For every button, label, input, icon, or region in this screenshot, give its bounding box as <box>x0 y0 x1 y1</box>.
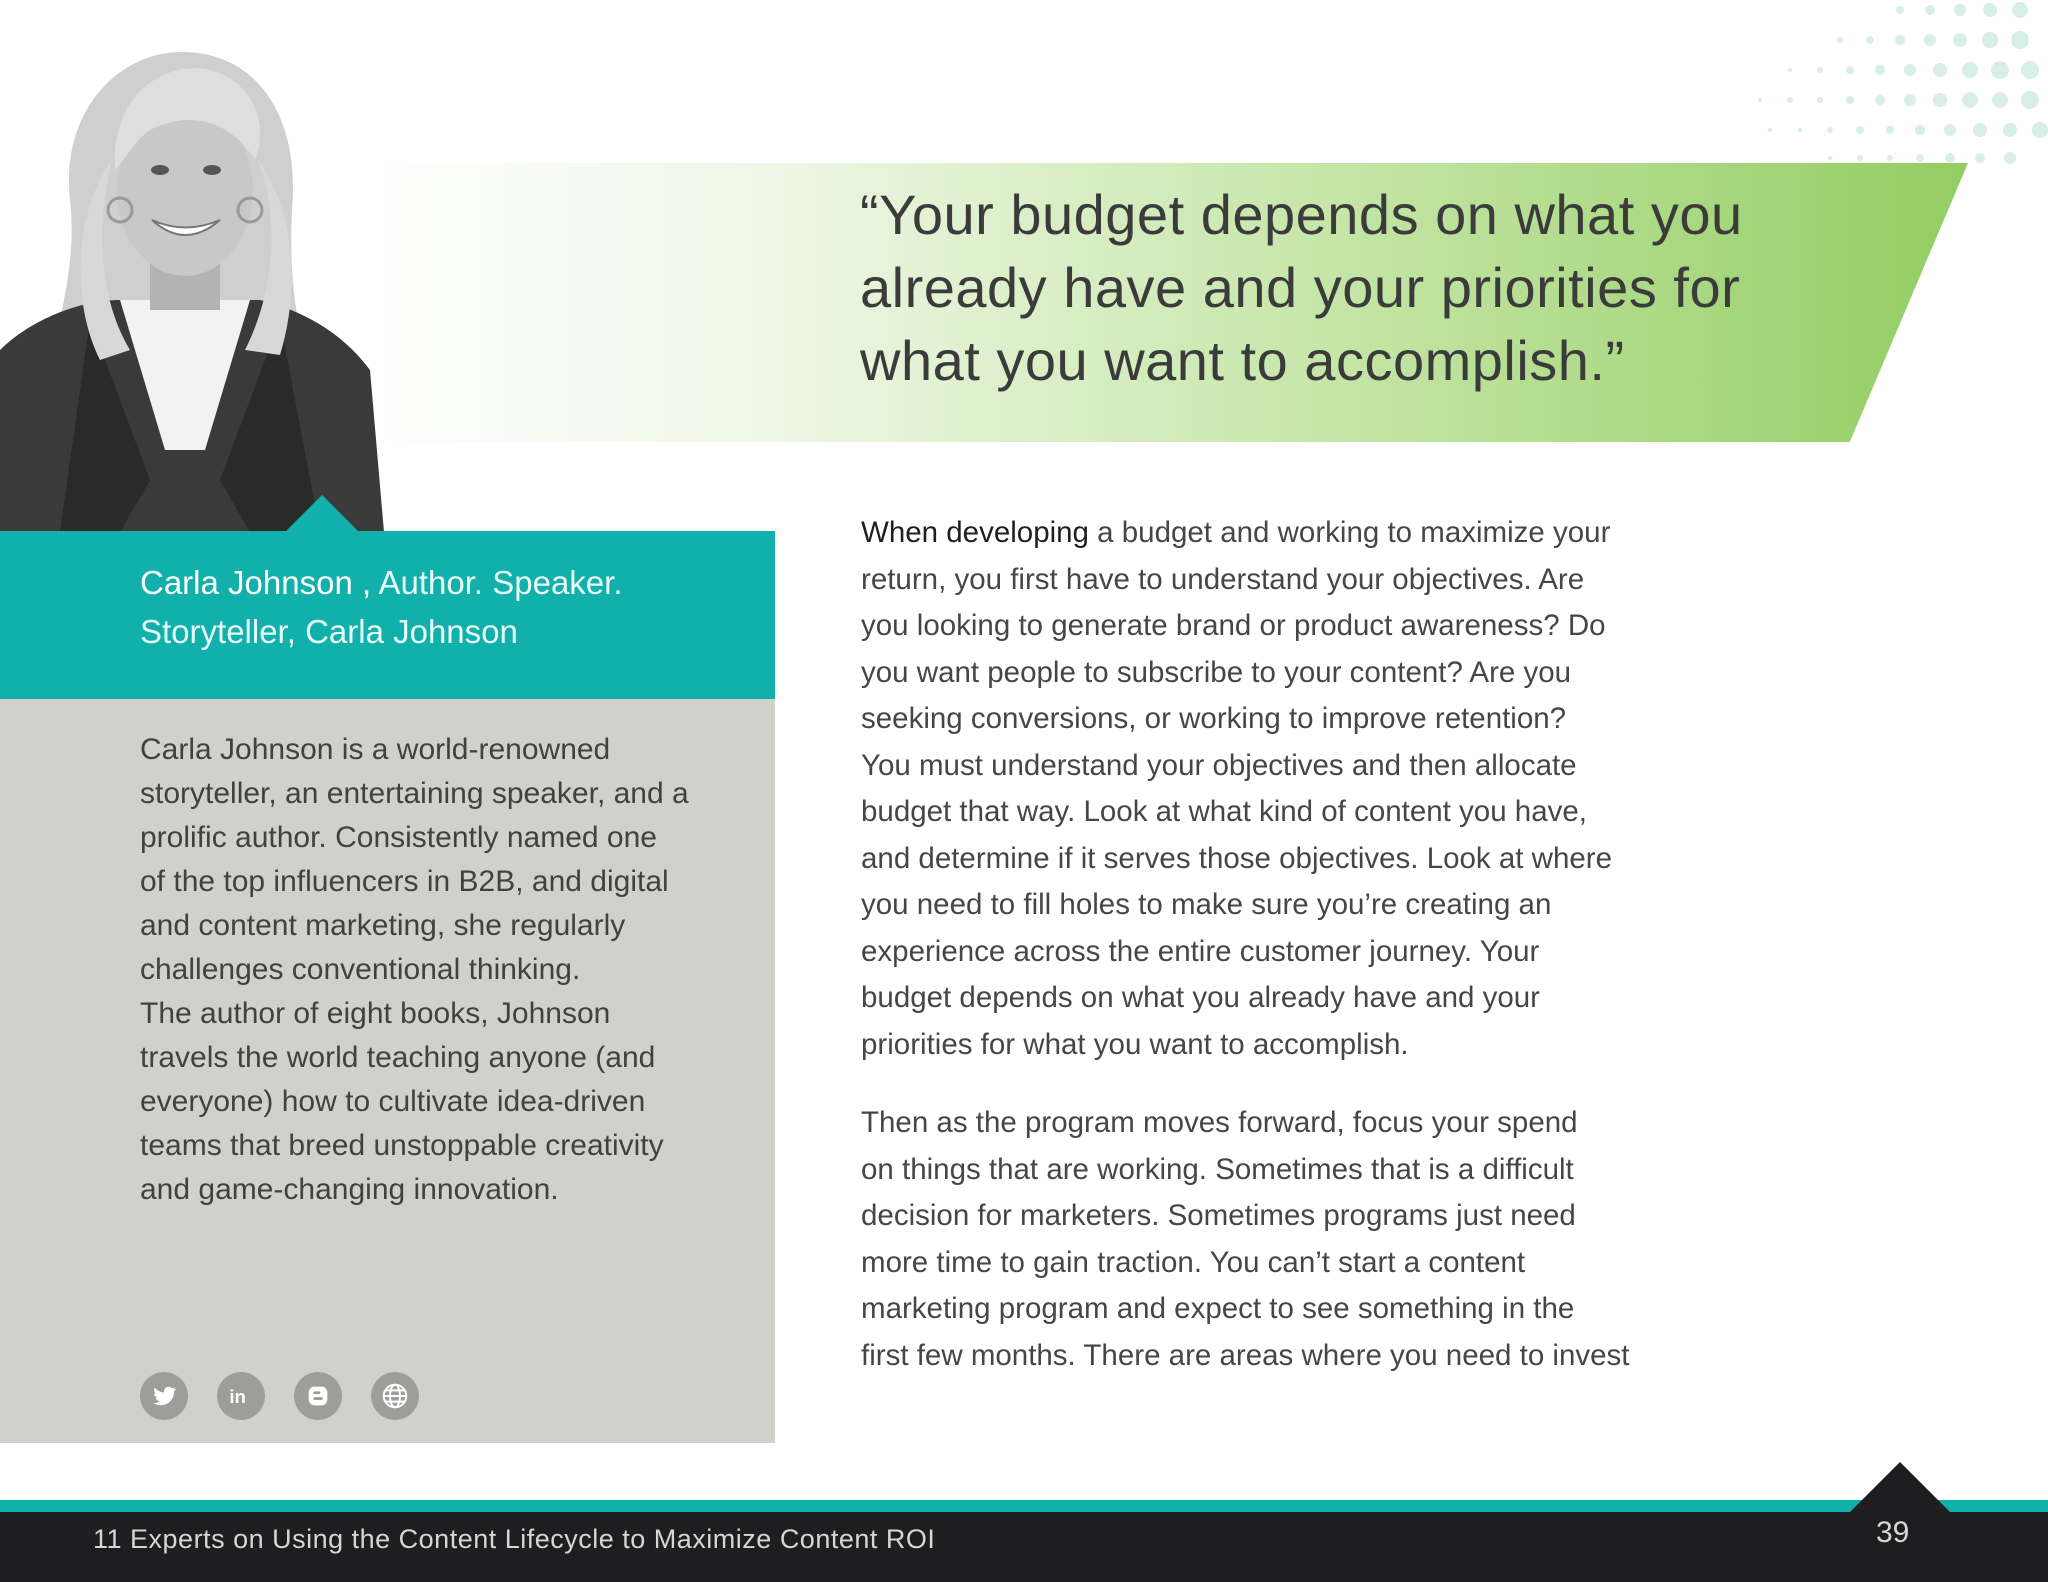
body-line: budget that way. Look at what kind of content you have, <box>861 795 1587 828</box>
linkedin-icon[interactable] <box>217 1372 265 1420</box>
bio-line: Carla Johnson is a world-renowned <box>140 733 611 766</box>
author-bio <box>140 728 740 1212</box>
blogger-icon[interactable] <box>294 1372 342 1420</box>
body-line: and determine if it serves those objectives. Look at where <box>861 841 1613 875</box>
footer-accent-strip <box>0 1500 2048 1512</box>
pull-quote <box>860 178 1860 397</box>
pull-quote-line: already have and your priorities for <box>860 256 1741 319</box>
article-body <box>861 510 1721 1411</box>
twitter-icon[interactable] <box>140 1372 188 1420</box>
pull-quote-line: what you want to accomplish.” <box>860 329 1625 392</box>
body-line: a budget and working to maximize your <box>1088 516 1611 549</box>
bio-line: and game-changing innovation. <box>140 1173 559 1206</box>
dot-pattern-decoration <box>1640 0 2048 175</box>
body-line: decision for marketers. Sometimes programs just need <box>861 1199 1576 1232</box>
bio-line: everyone) how to cultivate idea-driven <box>140 1085 646 1118</box>
body-line: budget depends on what you already have and your <box>861 981 1541 1014</box>
body-line: marketing program and expect to see something in the <box>861 1292 1575 1325</box>
body-line: priorities for what you want to accomplish. <box>861 1027 1409 1061</box>
body-line: you want people to subscribe to your content? Are you <box>861 655 1572 689</box>
body-paragraph <box>861 1100 1721 1379</box>
author-portrait <box>0 50 384 532</box>
author-title: Storyteller, Carla Johnson <box>140 613 518 650</box>
body-paragraph <box>861 510 1721 1068</box>
body-line: Then as the program moves forward, focus your spend <box>861 1106 1578 1139</box>
bio-line: challenges conventional thinking. <box>140 953 581 986</box>
social-links <box>140 1372 419 1420</box>
body-line: on things that are working. Sometimes that is a difficult <box>861 1152 1574 1186</box>
body-line: You must understand your objectives and then allocate <box>861 748 1577 782</box>
paragraph-lead-in: When developing <box>861 516 1089 549</box>
author-title: Author. Speaker. <box>371 564 623 601</box>
bio-line: and content marketing, she regularly <box>140 909 626 942</box>
bio-line: teams that breed unstoppable creativity <box>140 1129 664 1162</box>
pull-quote-line: “Your budget depends on what you <box>860 183 1743 246</box>
bio-line: prolific author. Consistently named one <box>140 821 657 854</box>
body-line: experience across the entire customer journey. Your <box>861 934 1540 968</box>
svg-text:in: in <box>229 1386 246 1407</box>
bio-line: of the top influencers in B2B, and digital <box>140 865 669 898</box>
body-line: return, you first have to understand your objectives. Are <box>861 562 1585 596</box>
body-line: you looking to generate brand or product awareness? Do <box>861 609 1606 642</box>
page-number: 39 <box>1876 1516 1910 1549</box>
body-line: you need to fill holes to make sure you’re creating an <box>861 888 1552 921</box>
footer-document-title: 11 Experts on Using the Content Lifecycle to Maximize Content ROI <box>93 1524 936 1554</box>
bio-line: The author of eight books, Johnson <box>140 997 611 1030</box>
body-line: more time to gain traction. You can’t start a content <box>861 1245 1526 1279</box>
body-line: first few months. There are areas where you need to invest <box>861 1338 1630 1372</box>
bio-line: travels the world teaching anyone (and <box>140 1041 656 1074</box>
footer-notch <box>1850 1462 1950 1512</box>
author-name: Carla Johnson , <box>140 564 372 601</box>
bio-line: storyteller, an entertaining speaker, and a <box>140 777 689 810</box>
teal-box-notch <box>286 495 358 531</box>
globe-icon[interactable] <box>371 1372 419 1420</box>
body-line: seeking conversions, or working to improve retention? <box>861 702 1567 735</box>
author-credit <box>140 558 740 656</box>
